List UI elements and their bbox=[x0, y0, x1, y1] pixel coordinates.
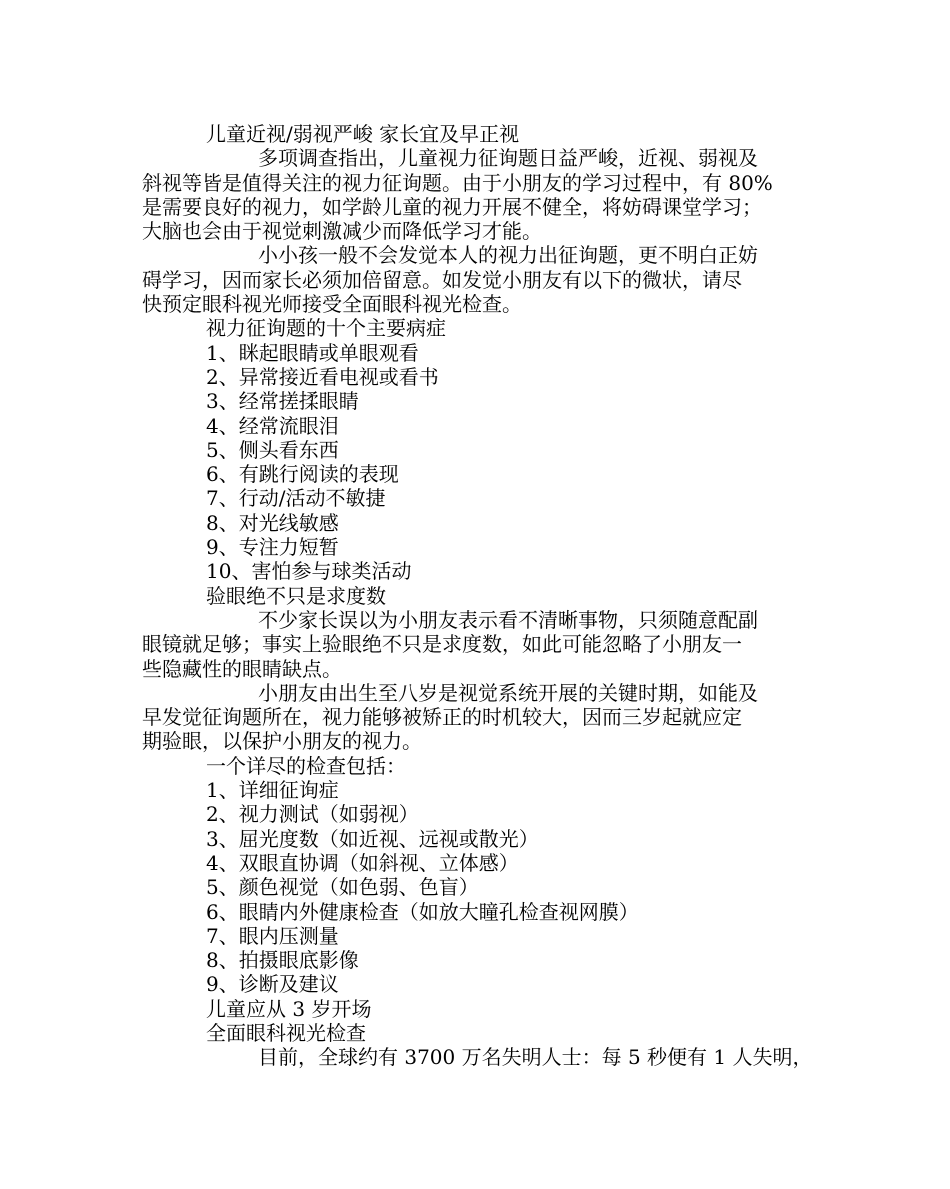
exam-heading: 验眼绝不只是求度数 bbox=[206, 583, 386, 608]
paragraph-line: 小小孩一般不会发觉本人的视力出征询题，更不明白正妨 bbox=[258, 243, 758, 268]
symptom-item: 7、行动/活动不敏捷 bbox=[206, 486, 386, 511]
paragraph-line: 期验眼，以保护小朋友的视力。 bbox=[142, 729, 422, 754]
checklist-item: 3、屈光度数（如近视、远视或散光） bbox=[206, 826, 539, 851]
checklist-item: 1、详细征询症 bbox=[206, 778, 339, 803]
paragraph-line: 不少家长误以为小朋友表示看不清晰事物，只须随意配副 bbox=[258, 607, 758, 632]
symptom-item: 2、异常接近看电视或看书 bbox=[206, 364, 439, 389]
checklist-item: 4、双眼直协调（如斜视、立体感） bbox=[206, 850, 519, 875]
paragraph-line: 大脑也会由于视觉刺激减少而降低学习才能。 bbox=[142, 219, 542, 244]
paragraph-line: 碍学习，因而家长必须加倍留意。如发觉小朋友有以下的微状，请尽 bbox=[142, 267, 742, 292]
paragraph-line: 快预定眼科视光师接受全面眼科视光检查。 bbox=[142, 292, 522, 317]
checklist-item: 5、颜色视觉（如色弱、色盲） bbox=[206, 875, 479, 900]
symptom-item: 10、害怕参与球类活动 bbox=[206, 559, 412, 584]
closing-subheading: 全面眼科视光检查 bbox=[206, 1020, 366, 1045]
symptom-item: 4、经常流眼泪 bbox=[206, 413, 339, 438]
symptom-item: 3、经常搓揉眼睛 bbox=[206, 389, 359, 414]
symptom-item: 5、侧头看东西 bbox=[206, 437, 339, 462]
closing-paragraph-line: 目前，全球约有 3700 万名失明人士：每 5 秒便有 1 人失明， bbox=[258, 1045, 813, 1070]
paragraph-line: 多项调查指出，儿童视力征询题日益严峻，近视、弱视及 bbox=[258, 146, 758, 171]
symptom-item: 6、有跳行阅读的表现 bbox=[206, 462, 399, 487]
checklist-item: 8、拍摄眼底影像 bbox=[206, 948, 359, 973]
paragraph-line: 斜视等皆是值得关注的视力征询题。由于小朋友的学习过程中，有 80% bbox=[142, 170, 773, 195]
paragraph-line: 早发觉征询题所在，视力能够被矫正的时机较大，因而三岁起就应定 bbox=[142, 705, 742, 730]
closing-heading: 儿童应从 3 岁开场 bbox=[206, 996, 372, 1021]
checklist-item: 2、视力测试（如弱视） bbox=[206, 802, 419, 827]
symptom-item: 8、对光线敏感 bbox=[206, 510, 339, 535]
checklist-item: 7、眼内压测量 bbox=[206, 923, 339, 948]
document-body bbox=[142, 122, 822, 1070]
checklist-heading: 一个详尽的检查包括： bbox=[206, 753, 406, 778]
symptom-item: 9、专注力短暂 bbox=[206, 535, 339, 560]
paragraph-line: 眼镜就足够；事实上验眼绝不只是求度数，如此可能忽略了小朋友一 bbox=[142, 632, 742, 657]
symptom-item: 1、眯起眼睛或单眼观看 bbox=[206, 340, 419, 365]
document-title: 儿童近视/弱视严峻 家长宜及早正视 bbox=[206, 122, 520, 146]
paragraph-line: 些隐藏性的眼睛缺点。 bbox=[142, 656, 342, 681]
paragraph-line: 小朋友由出生至八岁是视觉系统开展的关键时期，如能及 bbox=[258, 680, 758, 705]
checklist-item: 9、诊断及建议 bbox=[206, 972, 339, 997]
paragraph-line: 是需要良好的视力，如学龄儿童的视力开展不健全，将妨碍课堂学习； bbox=[142, 194, 762, 219]
symptoms-heading: 视力征询题的十个主要病症 bbox=[206, 316, 446, 341]
checklist-item: 6、眼睛内外健康检查（如放大瞳孔检查视网膜） bbox=[206, 899, 639, 924]
